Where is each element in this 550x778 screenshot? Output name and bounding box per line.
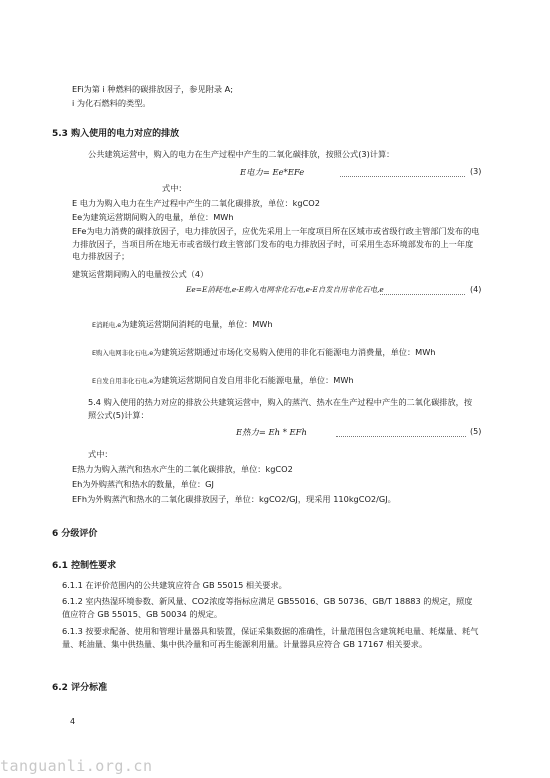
definition-e-self-nonfossil xyxy=(92,374,472,387)
definition-e-consumed xyxy=(92,318,472,331)
section-heading-6: 6 分级评价 xyxy=(52,529,98,539)
paragraph-5-3: 公共建筑运营中，购入的电力在生产过程中产生的二氧化碳排放，按照公式(3)计算： xyxy=(88,149,395,159)
formula-4: Ee=E消耗电,e-E购入电网非化石电,e-E自发自用非化石电,e xyxy=(186,285,384,294)
formula-5: E热力= Eh * EFh xyxy=(236,427,307,437)
formula-3: E电力= Ee*EFe xyxy=(240,167,305,177)
definition-e-heat: E热力为购入蒸汽和热水产生的二氧化碳排放，单位：kgCO2 xyxy=(72,464,293,474)
definition-eh: Eh为外购蒸汽和热水的数量，单位：GJ xyxy=(72,479,214,489)
definition-efe: EFe为电力消费的碳排放因子，电力排放因子，应优先采用上一年度项目所在区域市或省级行政主管部门发布的电力排放因子，当项目所在地无市或省级行政主管部门发布的电力排放因子时，可采用生态环境部发布的上一年度电力排放因子； xyxy=(72,226,480,262)
section-heading-6-2: 6.2 评分标准 xyxy=(52,683,108,693)
definition-e-grid-nonfossil xyxy=(92,346,472,359)
symbol-e-grid-nonfossil: E购入电网非化石电,e xyxy=(92,349,154,357)
watermark: tanguanli.org.cn xyxy=(0,757,153,775)
formula-4-number: (4) xyxy=(470,285,482,294)
clause-6-1-3: 6.1.3 按要求配备、使用和管理计量器具和装置，保证采集数据的准确性，计量范围包含建筑耗电量、耗煤量、耗气量、耗油量、集中供热量、集中供冷量和可再生能源利用量。计量器具应符合 GB 17167 相关要求。 xyxy=(62,626,479,649)
page-number: 4 xyxy=(70,717,76,726)
text-line-ef-i: EFi为第 i 种燃料的碳排放因子，参见附录 A; xyxy=(72,84,234,94)
text-e-grid-nonfossil: 为建筑运营期通过市场化交易购入使用的非化石能源电力消费量，单位：MWh xyxy=(153,347,436,357)
formula-3-number: (3) xyxy=(470,167,482,176)
definition-e-electric: E 电力为购入电力在生产过程中产生的二氧化碳排放，单位：kgCO2 xyxy=(72,198,320,208)
definition-efh: EFh为外购蒸汽和热水的二氧化碳排放因子，单位：kgCO2/GJ，现采用 110kgCO2/GJ。 xyxy=(72,494,396,504)
text-e-consumed: 为建筑运营期间消耗的电量，单位：MWh xyxy=(121,319,273,329)
text-line-i-type: i 为化石燃料的类型。 xyxy=(72,98,151,108)
symbol-e-consumed: E消耗电,e xyxy=(92,321,122,329)
formula-5-number: (5) xyxy=(470,427,482,436)
where-label-1: 式中： xyxy=(162,183,187,193)
clause-6-1-2: 6.1.2 室内热湿环境参数、新风量、CO2浓度等指标应满足 GB55016、GB 50736、GB/T 18883 的规定，照度值应符合 GB 55015、GB 50034 的规定。 xyxy=(62,596,473,619)
clause-6-1-1: 6.1.1 在评价范围内的公共建筑应符合 GB 55015 相关要求。 xyxy=(62,580,287,590)
where-label-2: 式中： xyxy=(88,449,113,459)
section-heading-5-3: 5.3 购入使用的电力对应的排放 xyxy=(52,129,180,139)
paragraph-5-4: 5.4 购入使用的热力对应的排放公共建筑运营中，购入的蒸汽、热水在生产过程中产生的二氧化碳排放，按照公式(5)计算： xyxy=(88,397,473,420)
symbol-e-self-nonfossil: E自发自用非化石电,e xyxy=(92,377,154,385)
definition-ee: Ee为建筑运营期间购入的电量，单位：MWh xyxy=(72,212,234,222)
text-e-self-nonfossil: 为建筑运营期间自发自用非化石能源电量，单位：MWh xyxy=(153,375,354,385)
formula-5-leader xyxy=(336,436,466,437)
formula-3-leader xyxy=(340,176,465,177)
section-heading-6-1: 6.1 控制性要求 xyxy=(52,561,117,571)
paragraph-formula-4: 建筑运营期间购入的电量按公式（4） xyxy=(72,269,209,279)
formula-4-leader xyxy=(380,294,465,295)
